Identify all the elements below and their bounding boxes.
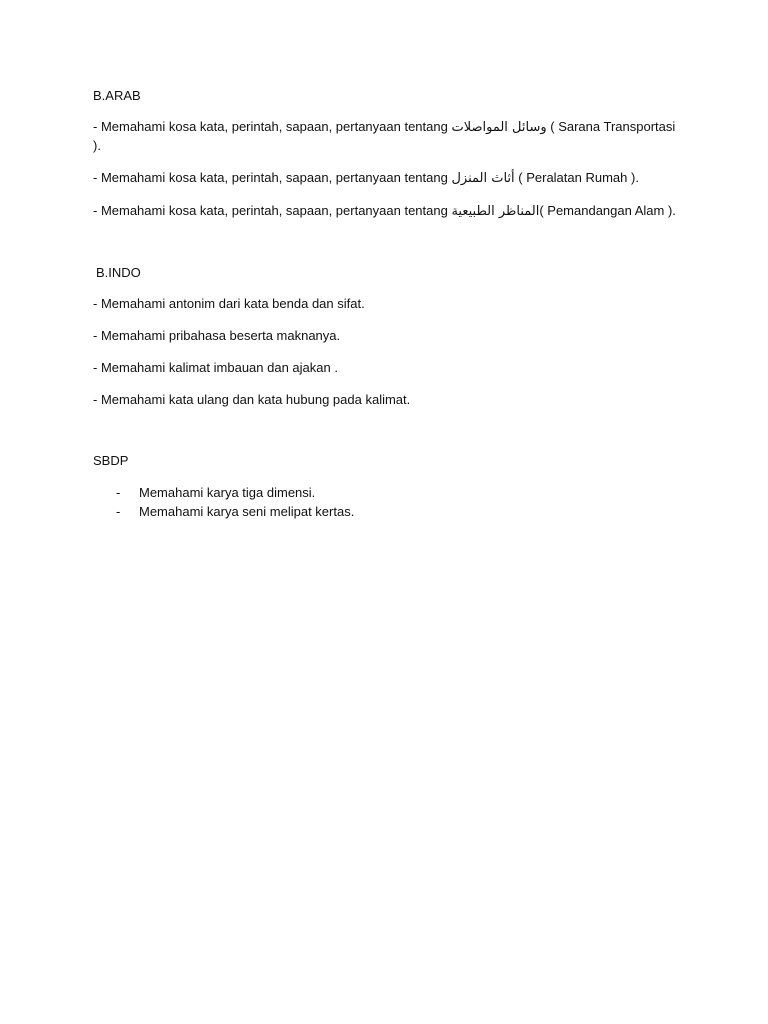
section-spacer: [93, 235, 683, 265]
list-item: [93, 483, 683, 502]
arab-item-3-prefix: - Memahami kosa kata, perintah, sapaan, pertanyaan tentang: [93, 203, 452, 218]
arab-item-2-suffix: ( Peralatan Rumah ).: [514, 170, 639, 185]
arab-item-1-suffix: ( Sarana Transportasi ).: [93, 119, 676, 153]
section-title-arab: B.ARAB: [93, 88, 141, 103]
sbdp-list: [93, 483, 683, 521]
arab-item-3-suffix: ( Pemandangan Alam ).: [539, 203, 676, 218]
indo-item-3: - Memahami kalimat imbauan dan ajakan .: [93, 360, 338, 375]
document-body: [93, 88, 683, 521]
indo-item-2: - Memahami pribahasa beserta maknanya.: [93, 328, 341, 343]
sbdp-item-2: Memahami karya seni melipat kertas.: [139, 504, 355, 519]
list-bullet: -: [116, 485, 121, 500]
arab-item-2: [93, 169, 683, 188]
section-spacer: [93, 423, 683, 453]
arab-item-1: [93, 118, 683, 155]
arab-item-1-prefix: - Memahami kosa kata, perintah, sapaan, pertanyaan tentang: [93, 119, 452, 134]
indo-item-4: - Memahami kata ulang dan kata hubung pada kalimat.: [93, 392, 411, 407]
arab-item-2-arabic: أثاث المنزل: [451, 171, 515, 186]
sbdp-item-1: Memahami karya tiga dimensi.: [139, 485, 316, 500]
section-title-sbdp: SBDP: [93, 453, 129, 468]
indo-item-1: - Memahami antonim dari kata benda dan sifat.: [93, 296, 365, 311]
section-title-indo: B.INDO: [96, 265, 141, 280]
arab-item-3: [93, 202, 683, 221]
list-item: [93, 502, 683, 521]
arab-item-2-prefix: - Memahami kosa kata, perintah, sapaan, pertanyaan tentang: [93, 170, 452, 185]
list-bullet: -: [116, 504, 121, 519]
arab-item-3-arabic: المناظر الطبيعية: [451, 204, 540, 219]
arab-item-1-arabic: وسائل المواصلات: [451, 120, 547, 135]
